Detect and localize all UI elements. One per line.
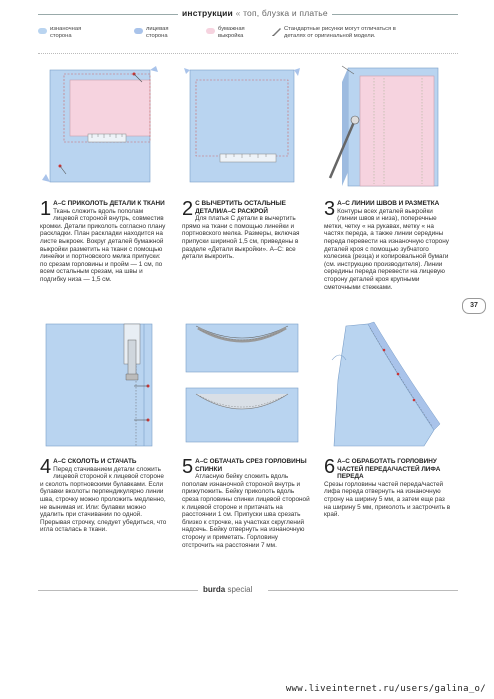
step-1-number: 1 [40,198,52,220]
divider-top [38,53,458,54]
step-1 [40,200,168,284]
step-6-title: А–С ОБРАБОТАТЬ ГОРЛОВИНУ ЧАСТЕЙ ПЕРЕДА/ЧАСТЕЙ ЛИФА ПЕРЕДА [337,458,441,481]
step-3 [324,200,452,291]
legend-label-paper-pattern: бумажная выкройка [218,26,245,39]
illustration-step-5 [182,320,302,450]
step-2 [182,200,310,261]
pencil-icon [272,26,282,36]
legend-swatch-paper-pattern [206,28,215,34]
step-6 [324,458,452,519]
legend-note: Стандартные рисунки могут отличаться в деталях от оригинальной модели. [284,26,396,39]
step-4-body: Перед стачиванием детали сложить лицевой стороной к лицевой стороне и сколоть портновскими булавками. Если булавки вколоты перпендикулярно линии шва, строчку можно проложить медленно, не вынимая иг. Или: булавки можно удалить при стачивании по одной. Прерывая строчку, следует убедиться, что игла осталась в ткани. [40,465,167,534]
step-1-body: Ткань сложить вдоль пополам лицевой стороной внутрь, совместив кромки. Детали приколоть согласно плану раскладки. План раскладки находится на листе выкроек. Вокруг деталей бумажной выкройки разметить на ткани с помощью линейки и портновского мелка припуски: по срезам горловины и пройм — 1 см, по всем остальным срезам, на швы и подгибку низа — 1,5 см. [40,207,166,283]
step-3-number: 3 [324,198,336,220]
step-6-number: 6 [324,456,336,478]
step-3-title: А–С ЛИНИИ ШВОВ И РАЗМЕТКА [337,200,440,207]
step-2-number: 2 [182,198,194,220]
step-5-body: Атласную бейку сложить вдоль пополам изнаночной стороной внутрь и прижутюжить. Бейку приколоть вдоль среза горловины спинки лицевой стороной к лицевой стороне и притачать на расстоянии 1 см. Припуски шва срезать близко к строчке, на участках скруглений надсечь. Бейку отвернуть на изнаночную сторону и приметать. Горловину отстрочить на расстоянии 7 мм. [182,473,310,549]
footer [0,585,494,595]
legend-swatch-right-side [134,28,143,34]
illustration-step-6 [324,320,444,450]
legend [38,26,458,50]
step-2-title: С ВЫЧЕРТИТЬ ОСТАЛЬНЫЕ ДЕТАЛИ/А–С РАСКРОЙ [195,200,286,215]
footer-rule-right [268,590,458,591]
watermark-url: www.liveinternet.ru/users/galina_o/ [285,684,486,694]
step-4-number: 4 [40,456,52,478]
header-title [182,8,328,18]
footer-rule-left [38,590,198,591]
running-header [0,6,494,20]
step-6-body: Срезы горловины частей переда/частей лифа переда отвернуть на изнаночную строну на ширину 5 мм, а затем еще раз на ширину 5 мм, приколоть и застрочить в край. [324,480,451,519]
step-4 [40,458,168,534]
step-2-body: Для платья С детали в вычертить прямо на ткани с помощью линейки и портновского мелка. Размеры, включая припуски шириной 1,5 см, приведены в разделе «Детали выкройки». А–С: все детали выкроить. [182,215,300,261]
illustration-step-4 [40,320,160,450]
step-4-title: А–С СКОЛОТЬ И СТАЧАТЬ [53,458,137,465]
header-subtitle: топ, блузка и платье [243,8,328,18]
step-3-body: Контуры всех деталей выкройки (линии швов и низа), поперечные метки, четку « на рукавах, метку « на частях переда, а также линии середины переда перевести на изнаночную сторону деталей кроя с помощью зубчатого колесика (резца) и копировальной бумаги (см. инструкцию производителя). Линии середины переда перевести на лицевую сторону деталей кроя крупными сметочными стежками. [324,207,449,291]
legend-label-right-side: лицевая сторона [146,26,169,39]
header-section: инструкции [182,8,233,18]
step-1-title: А–С ПРИКОЛОТЬ ДЕТАЛИ К ТКАНИ [53,200,165,207]
page-number: 37 [462,298,486,314]
footer-brand [203,585,252,594]
footer-edition: special [227,585,253,594]
illustration-step-1 [40,62,160,192]
legend-label-wrong-side: изнаночная сторона [50,26,82,39]
step-5-title: А–С ОБТАЧАТЬ СРЕЗ ГОРЛОВИНЫ СПИНКИ [195,458,307,473]
step-5-number: 5 [182,456,194,478]
step-5 [182,458,310,549]
illustration-step-3 [324,62,444,192]
header-rule-left [38,14,178,15]
legend-swatch-wrong-side [38,28,47,34]
header-separator: « [235,8,241,18]
footer-brand-name: burda [203,585,226,594]
header-rule-right [332,14,458,15]
illustration-step-2 [182,62,302,192]
